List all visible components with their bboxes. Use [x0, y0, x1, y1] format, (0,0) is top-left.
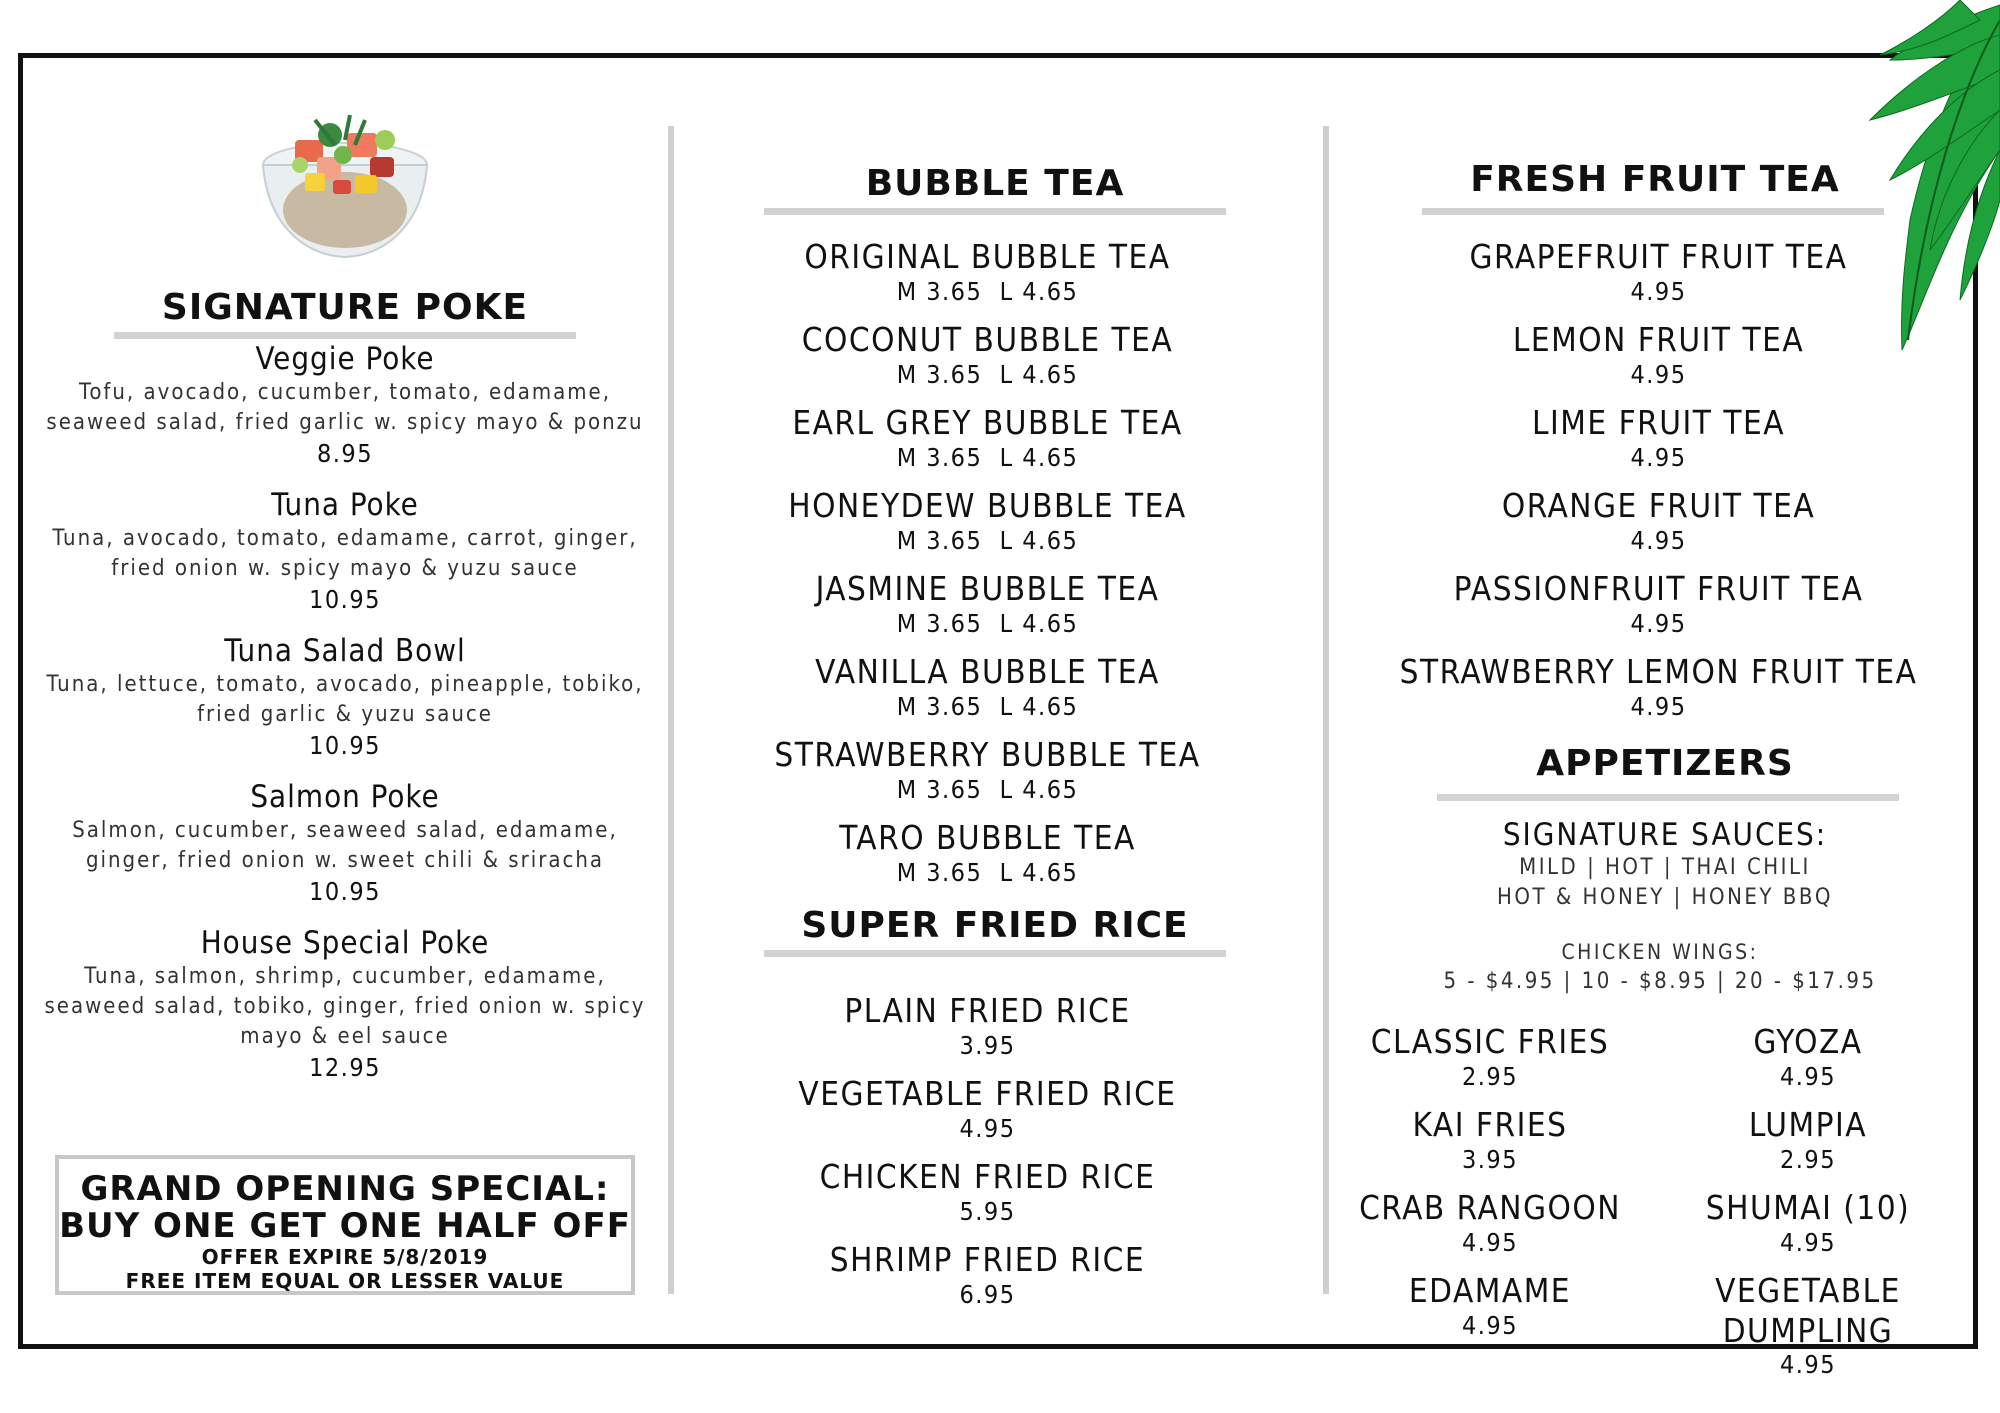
appetizer-item-name: CRAB RANGOON	[1359, 1188, 1621, 1227]
promo-expiry: OFFER EXPIRE 5/8/2019	[201, 1245, 489, 1269]
appetizer-item	[1643, 1105, 1973, 1175]
wings-block	[1360, 937, 1960, 997]
sauces-title: SIGNATURE SAUCES:	[1502, 817, 1828, 853]
appetizer-item	[1325, 1188, 1655, 1258]
sauces-block	[1370, 817, 1960, 913]
fruit-tea-item	[1357, 569, 1960, 652]
appetizer-item	[1643, 1271, 1973, 1380]
bubble-tea-item	[685, 652, 1290, 735]
poke-item-desc: fried garlic & yuzu sauce	[197, 702, 493, 728]
poke-list	[40, 341, 650, 1085]
poke-item-house-special	[40, 925, 650, 1085]
wings-title: CHICKEN WINGS:	[1561, 940, 1759, 964]
bubble-tea-item	[685, 237, 1290, 320]
appetizer-item-price: 4.95	[1461, 1310, 1519, 1340]
poke-column	[40, 85, 650, 1085]
fruit-tea-column	[1360, 158, 1960, 997]
appetizer-item	[1325, 1271, 1655, 1341]
wings-prices: 5 - $4.95 | 10 - $8.95 | 20 - $17.95	[1443, 969, 1877, 994]
fruit-tea-item	[1357, 486, 1960, 569]
fruit-tea-item-price: 4.95	[1630, 276, 1687, 306]
poke-item-desc: Tuna, salmon, shrimp, cucumber, edamame,	[84, 964, 606, 990]
bubble-tea-item-name: TARO BUBBLE TEA	[839, 818, 1136, 857]
bubble-tea-item-price: M 3.65 L 4.65	[896, 276, 1079, 306]
bubble-tea-item-name: ORIGINAL BUBBLE TEA	[804, 237, 1171, 276]
bubble-tea-item-name: EARL GREY BUBBLE TEA	[792, 403, 1183, 442]
poke-item-veggie	[40, 341, 650, 487]
appetizer-item	[1325, 1105, 1655, 1175]
poke-item-name: Tuna Poke	[271, 487, 419, 523]
fried-rice-item-price: 5.95	[959, 1196, 1016, 1226]
poke-item-salmon	[40, 779, 650, 925]
bubble-tea-item-name: HONEYDEW BUBBLE TEA	[788, 486, 1187, 525]
bubble-tea-item-name: COCONUT BUBBLE TEA	[801, 320, 1174, 359]
poke-item-desc: Tuna, avocado, tomato, edamame, carrot, ginger,	[52, 526, 638, 552]
fruit-tea-heading-rule	[1422, 208, 1884, 215]
bubble-tea-item-name: JASMINE BUBBLE TEA	[815, 569, 1160, 608]
fried-rice-item-name: VEGETABLE FRIED RICE	[798, 1074, 1177, 1113]
appetizer-item	[1643, 1022, 1973, 1092]
fruit-tea-item-price: 4.95	[1630, 525, 1687, 555]
bubble-tea-item-price: M 3.65 L 4.65	[896, 442, 1079, 472]
poke-bowl-image	[255, 85, 435, 265]
grand-opening-promo	[55, 1155, 635, 1295]
appetizers-heading-rule	[1437, 794, 1899, 801]
appetizers-heading: APPETIZERS	[1536, 743, 1794, 784]
fried-rice-item	[685, 1157, 1290, 1240]
bubble-tea-heading-rule	[764, 208, 1226, 215]
appetizer-item	[1325, 1022, 1655, 1092]
poke-heading-rule	[114, 332, 576, 339]
bubble-tea-item	[685, 486, 1290, 569]
bubble-tea-item-price: M 3.65 L 4.65	[896, 608, 1079, 638]
fruit-tea-item	[1357, 320, 1960, 403]
fried-rice-item-name: PLAIN FRIED RICE	[844, 991, 1131, 1030]
poke-item-desc: mayo & eel sauce	[240, 1024, 450, 1050]
appetizer-item-price: 2.95	[1779, 1144, 1837, 1174]
poke-item-desc: Tuna, lettuce, tomato, avocado, pineapple, tobiko,	[46, 672, 644, 698]
poke-item-desc: fried onion w. spicy mayo & yuzu sauce	[111, 556, 579, 582]
poke-item-desc: Salmon, cucumber, seaweed salad, edamame,	[72, 818, 618, 844]
fruit-tea-item-name: LIME FRUIT TEA	[1531, 403, 1785, 442]
fried-rice-heading-rule	[764, 950, 1226, 957]
promo-terms: FREE ITEM EQUAL OR LESSER VALUE	[125, 1269, 565, 1293]
fried-rice-item	[685, 991, 1290, 1074]
fruit-tea-list	[1357, 237, 1960, 726]
fried-rice-item	[685, 1074, 1290, 1157]
fried-rice-item-name: CHICKEN FRIED RICE	[819, 1157, 1156, 1196]
appetizer-item-name: EDAMAME	[1408, 1271, 1572, 1310]
fruit-tea-item-price: 4.95	[1630, 691, 1687, 721]
fried-rice-item-name: SHRIMP FRIED RICE	[829, 1240, 1146, 1279]
appetizer-item-name: GYOZA	[1753, 1022, 1863, 1061]
appetizer-item-price: 4.95	[1779, 1350, 1837, 1380]
fried-rice-heading: SUPER FRIED RICE	[801, 905, 1189, 946]
appetizer-item-name: KAI FRIES	[1412, 1105, 1568, 1144]
bubble-tea-item-price: M 3.65 L 4.65	[896, 774, 1079, 804]
column-divider-left	[668, 126, 674, 1294]
fruit-tea-item	[1357, 237, 1960, 320]
poke-item-tuna	[40, 487, 650, 633]
bubble-tea-item-price: M 3.65 L 4.65	[896, 525, 1079, 555]
poke-item-price: 10.95	[309, 877, 381, 907]
poke-item-price: 8.95	[316, 439, 374, 469]
bubble-tea-item-price: M 3.65 L 4.65	[896, 359, 1079, 389]
bubble-tea-list	[685, 237, 1290, 888]
poke-item-price: 10.95	[309, 585, 381, 615]
fried-rice-item-price: 6.95	[959, 1279, 1016, 1309]
bubble-tea-item-name: STRAWBERRY BUBBLE TEA	[774, 735, 1201, 774]
poke-item-name: Salmon Poke	[250, 779, 440, 815]
fruit-tea-item	[1357, 403, 1960, 486]
poke-item-price: 10.95	[309, 731, 381, 761]
appetizer-item-price: 2.95	[1461, 1061, 1519, 1091]
appetizer-item-price: 4.95	[1779, 1227, 1837, 1257]
poke-item-desc: ginger, fried onion w. sweet chili & sriracha	[85, 848, 605, 874]
poke-item-desc: seaweed salad, tobiko, ginger, fried onion w. spicy	[44, 994, 646, 1020]
appetizer-item-price: 4.95	[1461, 1227, 1519, 1257]
appetizer-item-name: CLASSIC FRIES	[1370, 1022, 1610, 1061]
bubble-tea-item-price: M 3.65 L 4.65	[896, 691, 1079, 721]
fruit-tea-item-name: STRAWBERRY LEMON FRUIT TEA	[1399, 652, 1918, 691]
poke-item-name: Tuna Salad Bowl	[224, 633, 466, 669]
appetizer-item-name: VEGETABLE DUMPLING	[1715, 1271, 1901, 1350]
fruit-tea-item-name: ORANGE FRUIT TEA	[1501, 486, 1816, 525]
promo-title: GRAND OPENING SPECIAL:	[80, 1169, 610, 1209]
bubble-tea-item	[685, 403, 1290, 486]
poke-heading: SIGNATURE POKE	[161, 287, 529, 328]
fried-rice-list	[685, 991, 1290, 1323]
bubble-tea-item	[685, 320, 1290, 403]
appetizer-item	[1643, 1188, 1973, 1258]
bubble-tea-item	[685, 735, 1290, 818]
appetizer-grid	[1325, 1022, 1975, 1380]
sauces-line: MILD | HOT | THAI CHILI	[1519, 855, 1811, 880]
bubble-tea-item-price: M 3.65 L 4.65	[896, 857, 1079, 887]
fruit-tea-item-name: GRAPEFRUIT FRUIT TEA	[1469, 237, 1848, 276]
poke-item-price: 12.95	[309, 1053, 381, 1083]
poke-item-desc: seaweed salad, fried garlic w. spicy mayo & ponzu	[46, 410, 644, 436]
poke-item-name: House Special Poke	[200, 925, 490, 961]
appetizer-item-price: 4.95	[1779, 1061, 1837, 1091]
poke-item-name: Veggie Poke	[255, 341, 435, 377]
appetizer-item-price: 3.95	[1461, 1144, 1519, 1174]
bubble-tea-item	[685, 569, 1290, 652]
poke-item-tuna-salad	[40, 633, 650, 779]
fruit-tea-item-price: 4.95	[1630, 359, 1687, 389]
fried-rice-item-price: 4.95	[959, 1113, 1016, 1143]
fried-rice-item-price: 3.95	[959, 1030, 1016, 1060]
fruit-tea-item-name: LEMON FRUIT TEA	[1512, 320, 1805, 359]
bubble-tea-column	[700, 162, 1290, 1323]
bubble-tea-heading: BUBBLE TEA	[865, 163, 1125, 204]
fruit-tea-item-name: PASSIONFRUIT FRUIT TEA	[1453, 569, 1864, 608]
appetizer-item-name: LUMPIA	[1748, 1105, 1868, 1144]
bubble-tea-item	[685, 818, 1290, 888]
sauces-line: HOT & HONEY | HONEY BBQ	[1496, 885, 1834, 910]
fruit-tea-item-price: 4.95	[1630, 442, 1687, 472]
fruit-tea-item	[1357, 652, 1960, 726]
bubble-tea-item-name: VANILLA BUBBLE TEA	[815, 652, 1160, 691]
fruit-tea-item-price: 4.95	[1630, 608, 1687, 638]
fried-rice-item	[685, 1240, 1290, 1323]
fruit-tea-heading: FRESH FRUIT TEA	[1470, 159, 1840, 200]
appetizer-item-name: SHUMAI (10)	[1705, 1188, 1911, 1227]
promo-offer: BUY ONE GET ONE HALF OFF	[59, 1206, 631, 1246]
poke-item-desc: Tofu, avocado, cucumber, tomato, edamame,	[78, 380, 612, 406]
